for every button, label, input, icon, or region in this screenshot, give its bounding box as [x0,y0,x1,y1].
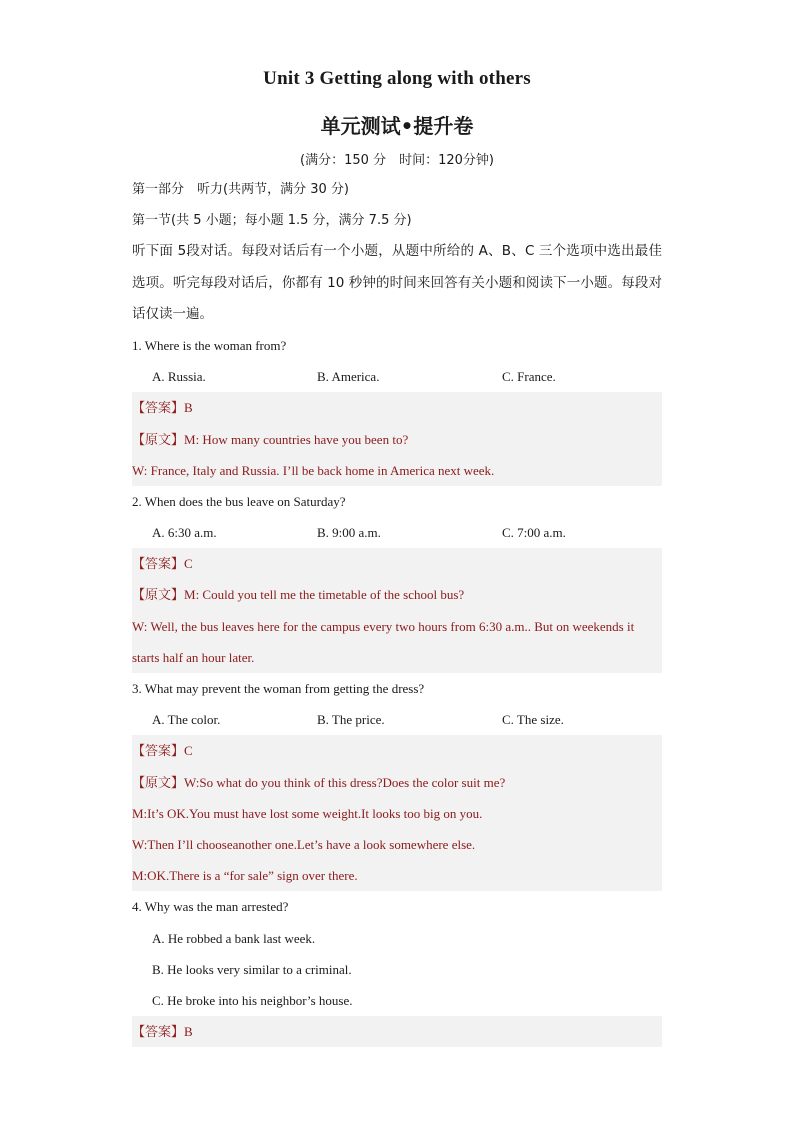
script-label: 【原文】 [132,775,185,791]
options-row [132,361,662,392]
script-line: M:OK.There is a “for sale” sign over there. [132,860,662,891]
option-a: A. 6:30 a.m. [152,525,217,541]
page-title: Unit 3 Getting along with others [263,68,531,89]
answer-label: 【答案】 [132,744,185,760]
section-heading: 第一节(共 5 小题；每小题 1.5 分，满分 7.5 分) [132,213,412,229]
script-text: W:So what do you think of this dress?Does the color suit me? [184,774,506,790]
question-stem: 3. What may prevent the woman from getting the dress? [132,681,425,697]
answer-value: B [184,1024,193,1040]
answer-line [132,548,662,579]
answer-line [132,1016,662,1047]
score-time-info: (满分：150 分 时间：120分钟) [300,153,494,168]
script-label: 【原文】 [132,588,185,604]
option-c: C. 7:00 a.m. [502,525,566,541]
option-b: B. America. [317,369,380,385]
script-line [132,579,662,610]
script-line: W: France, Italy and Russia. I’ll be back home in America next week. [132,455,662,486]
script-line: M:It’s OK.You must have lost some weight.It looks too big on you. [132,798,662,829]
options-row [132,704,662,735]
part-heading: 第一部分 听力(共两节，满分 30 分) [132,182,349,197]
answer-line [132,735,662,766]
options-row [132,517,662,548]
script-line: W:Then I’ll chooseanother one.Let’s have a look somewhere else. [132,829,662,860]
answer-value: C [184,556,193,572]
script-text: M: Could you tell me the timetable of the school bus? [184,587,465,603]
option-a: A. The color. [152,712,221,728]
answer-label: 【答案】 [132,401,185,417]
option-c: C. France. [502,369,556,385]
script-line: W: Well, the bus leaves here for the campus every two hours from 6:30 a.m.. But on weekends it starts half an hour later. [132,611,662,673]
question-stem: 4. Why was the man arrested? [132,899,289,915]
instructions: 听下面 5段对话。每段对话后有一个小题，从题中所给的 A、B、C 三个选项中选出最佳选项。听完每段对话后，你都有 10 秒钟的时间来回答有关小题和阅读下一小题。每段对话仅读一遍。 [132,243,662,322]
option-c: C. He broke into his neighbor’s house. [152,992,353,1008]
script-text: M: How many countries have you been to? [184,431,409,447]
document-body [132,174,662,1047]
answer-label: 【答案】 [132,1025,185,1041]
option-c: C. The size. [502,712,564,728]
option-b: B. He looks very similar to a criminal. [152,961,352,977]
script-label: 【原文】 [132,432,185,448]
question-stem: 1. Where is the woman from? [132,337,287,353]
script-line [132,767,662,798]
answer-label: 【答案】 [132,557,185,573]
option-b: B. 9:00 a.m. [317,525,381,541]
answer-line [132,392,662,423]
answer-value: C [184,743,193,759]
option-a: A. Russia. [152,369,206,385]
script-line [132,424,662,455]
option-b: B. The price. [317,712,385,728]
question-stem: 2. When does the bus leave on Saturday? [132,493,346,509]
page-subtitle: 单元测试•提升卷 [320,114,474,138]
answer-value: B [184,400,193,416]
option-a: A. He robbed a bank last week. [152,930,316,946]
